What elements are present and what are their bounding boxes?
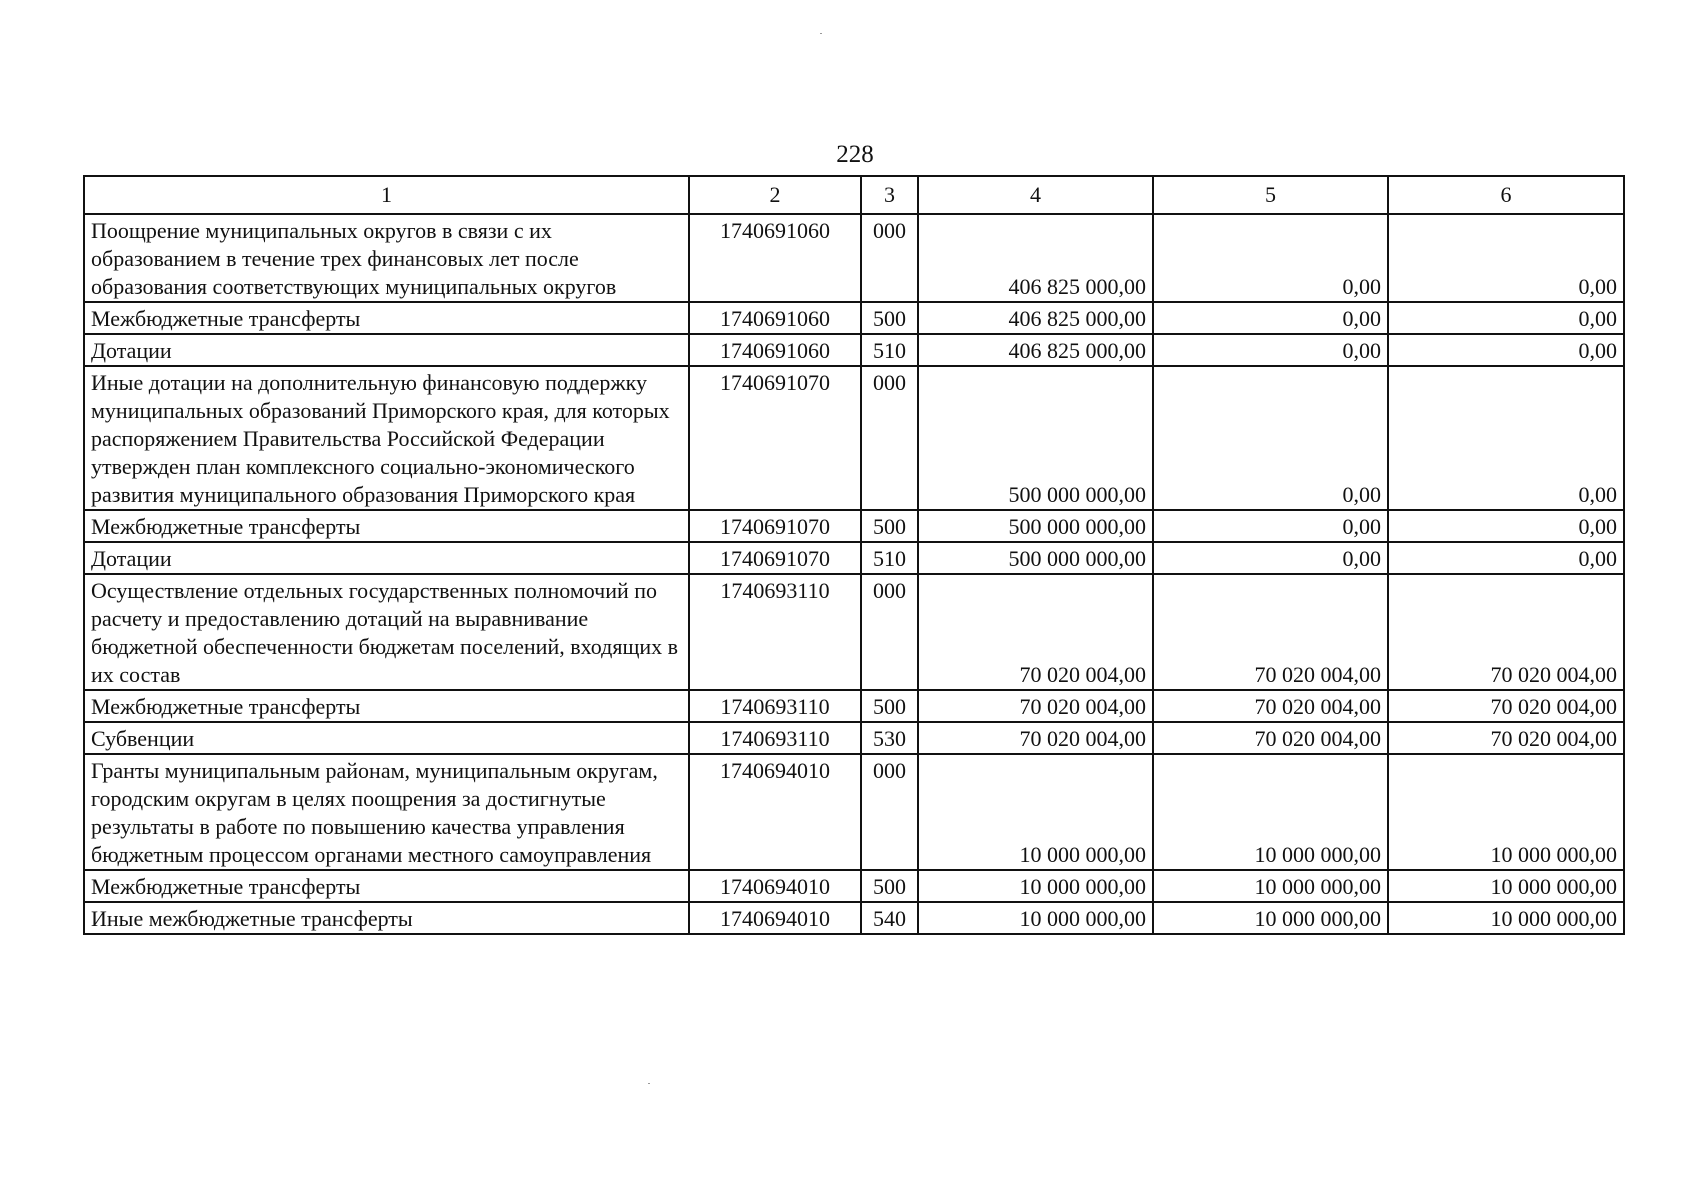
amount-col-6: 10 000 000,00 bbox=[1388, 870, 1624, 902]
table-row bbox=[84, 510, 1624, 542]
item-name: Дотации bbox=[84, 334, 689, 366]
target-code: 1740694010 bbox=[689, 754, 861, 870]
expense-type-code: 540 bbox=[861, 902, 918, 934]
item-name: Субвенции bbox=[84, 722, 689, 754]
amount-col-6: 10 000 000,00 bbox=[1388, 754, 1624, 870]
target-code: 1740691060 bbox=[689, 302, 861, 334]
amount-col-5: 70 020 004,00 bbox=[1153, 722, 1388, 754]
amount-col-5: 10 000 000,00 bbox=[1153, 754, 1388, 870]
amount-col-4: 500 000 000,00 bbox=[918, 542, 1153, 574]
target-code: 1740693110 bbox=[689, 690, 861, 722]
table-row bbox=[84, 214, 1624, 302]
amount-col-5: 0,00 bbox=[1153, 302, 1388, 334]
column-header: 6 bbox=[1388, 176, 1624, 214]
expense-type-code: 000 bbox=[861, 214, 918, 302]
amount-col-6: 70 020 004,00 bbox=[1388, 722, 1624, 754]
amount-col-4: 406 825 000,00 bbox=[918, 334, 1153, 366]
item-name: Иные дотации на дополнительную финансовую поддержку муниципальных образований Приморского края, для которых распоряжением Правительства Российской Федерации утвержден план комплексного социально-экономического развития муниципального образования Приморского края bbox=[84, 366, 689, 510]
scan-speck bbox=[820, 33, 822, 34]
amount-col-5: 70 020 004,00 bbox=[1153, 690, 1388, 722]
item-name: Дотации bbox=[84, 542, 689, 574]
target-code: 1740691070 bbox=[689, 366, 861, 510]
expense-type-code: 500 bbox=[861, 870, 918, 902]
target-code: 1740693110 bbox=[689, 574, 861, 690]
amount-col-6: 0,00 bbox=[1388, 302, 1624, 334]
expense-type-code: 510 bbox=[861, 542, 918, 574]
amount-col-4: 406 825 000,00 bbox=[918, 214, 1153, 302]
item-name: Межбюджетные трансферты bbox=[84, 302, 689, 334]
amount-col-6: 0,00 bbox=[1388, 214, 1624, 302]
amount-col-6: 0,00 bbox=[1388, 510, 1624, 542]
table-row bbox=[84, 754, 1624, 870]
table-row bbox=[84, 574, 1624, 690]
amount-col-4: 500 000 000,00 bbox=[918, 366, 1153, 510]
table-row bbox=[84, 302, 1624, 334]
item-name: Межбюджетные трансферты bbox=[84, 870, 689, 902]
column-header: 2 bbox=[689, 176, 861, 214]
amount-col-4: 500 000 000,00 bbox=[918, 510, 1153, 542]
amount-col-4: 10 000 000,00 bbox=[918, 902, 1153, 934]
column-header: 3 bbox=[861, 176, 918, 214]
expense-type-code: 000 bbox=[861, 574, 918, 690]
column-header: 5 bbox=[1153, 176, 1388, 214]
amount-col-4: 70 020 004,00 bbox=[918, 574, 1153, 690]
amount-col-5: 0,00 bbox=[1153, 214, 1388, 302]
amount-col-6: 10 000 000,00 bbox=[1388, 902, 1624, 934]
item-name: Гранты муниципальным районам, муниципальным округам, городским округам в целях поощрения за достигнутые результаты в работе по повышению качества управления бюджетным процессом органами местного самоуправления bbox=[84, 754, 689, 870]
expense-type-code: 000 bbox=[861, 366, 918, 510]
amount-col-5: 0,00 bbox=[1153, 366, 1388, 510]
amount-col-6: 70 020 004,00 bbox=[1388, 690, 1624, 722]
amount-col-5: 70 020 004,00 bbox=[1153, 574, 1388, 690]
target-code: 1740691070 bbox=[689, 542, 861, 574]
amount-col-4: 70 020 004,00 bbox=[918, 722, 1153, 754]
table-header-row bbox=[84, 176, 1624, 214]
item-name: Иные межбюджетные трансферты bbox=[84, 902, 689, 934]
item-name: Поощрение муниципальных округов в связи с их образованием в течение трех финансовых лет после образования соответствующих муниципальных округов bbox=[84, 214, 689, 302]
table-row bbox=[84, 690, 1624, 722]
expense-type-code: 500 bbox=[861, 510, 918, 542]
table-row bbox=[84, 542, 1624, 574]
target-code: 1740693110 bbox=[689, 722, 861, 754]
item-name: Осуществление отдельных государственных полномочий по расчету и предоставлению дотаций на выравнивание бюджетной обеспеченности бюджетам поселений, входящих в их состав bbox=[84, 574, 689, 690]
table-row bbox=[84, 334, 1624, 366]
amount-col-5: 0,00 bbox=[1153, 334, 1388, 366]
target-code: 1740691060 bbox=[689, 334, 861, 366]
target-code: 1740691070 bbox=[689, 510, 861, 542]
column-header: 1 bbox=[84, 176, 689, 214]
table-row bbox=[84, 902, 1624, 934]
amount-col-5: 0,00 bbox=[1153, 542, 1388, 574]
table-row bbox=[84, 870, 1624, 902]
column-header: 4 bbox=[918, 176, 1153, 214]
expense-type-code: 500 bbox=[861, 302, 918, 334]
amount-col-5: 10 000 000,00 bbox=[1153, 902, 1388, 934]
expense-type-code: 530 bbox=[861, 722, 918, 754]
amount-col-4: 70 020 004,00 bbox=[918, 690, 1153, 722]
amount-col-4: 10 000 000,00 bbox=[918, 870, 1153, 902]
amount-col-5: 0,00 bbox=[1153, 510, 1388, 542]
target-code: 1740691060 bbox=[689, 214, 861, 302]
expense-type-code: 500 bbox=[861, 690, 918, 722]
target-code: 1740694010 bbox=[689, 902, 861, 934]
expense-type-code: 510 bbox=[861, 334, 918, 366]
amount-col-6: 0,00 bbox=[1388, 334, 1624, 366]
amount-col-5: 10 000 000,00 bbox=[1153, 870, 1388, 902]
amount-col-6: 70 020 004,00 bbox=[1388, 574, 1624, 690]
amount-col-6: 0,00 bbox=[1388, 366, 1624, 510]
table-row bbox=[84, 366, 1624, 510]
table-row bbox=[84, 722, 1624, 754]
expense-type-code: 000 bbox=[861, 754, 918, 870]
amount-col-6: 0,00 bbox=[1388, 542, 1624, 574]
item-name: Межбюджетные трансферты bbox=[84, 690, 689, 722]
item-name: Межбюджетные трансферты bbox=[84, 510, 689, 542]
amount-col-4: 10 000 000,00 bbox=[918, 754, 1153, 870]
target-code: 1740694010 bbox=[689, 870, 861, 902]
page-number: 228 bbox=[836, 141, 874, 168]
scan-speck bbox=[648, 1083, 650, 1084]
budget-table bbox=[83, 175, 1625, 935]
amount-col-4: 406 825 000,00 bbox=[918, 302, 1153, 334]
